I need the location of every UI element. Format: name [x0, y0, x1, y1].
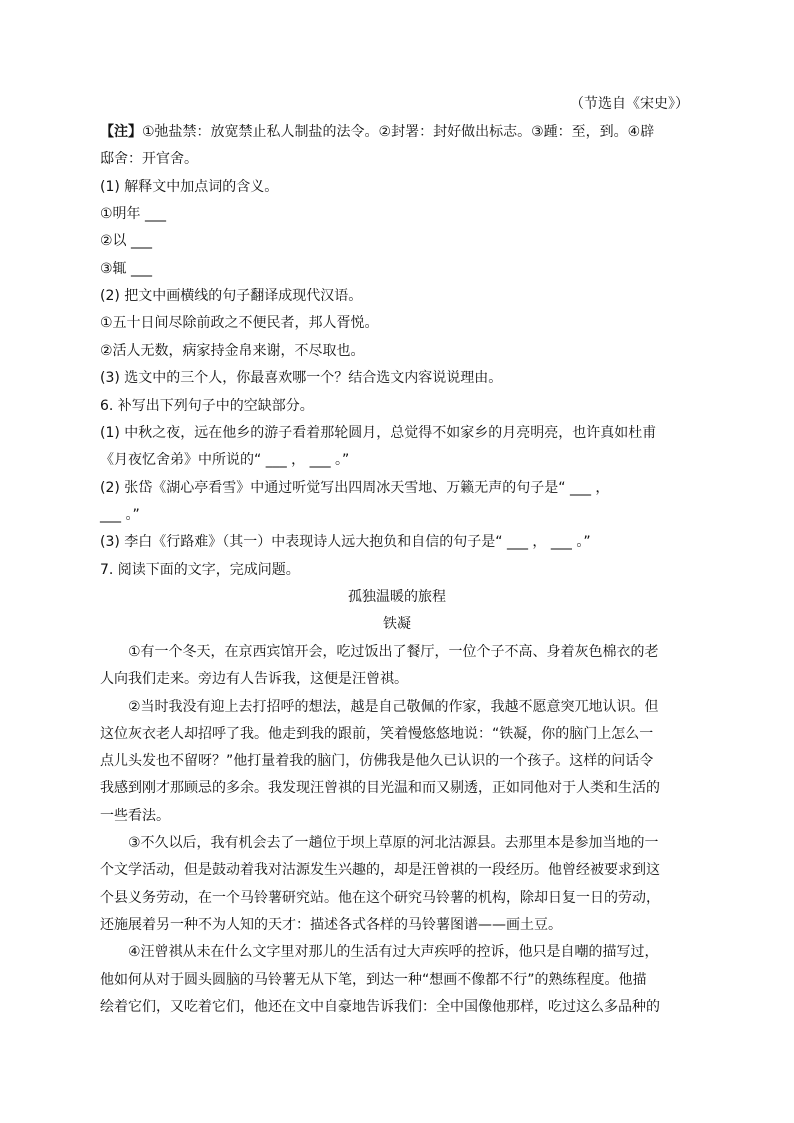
- question-1-prompt: (1) 解释文中加点词的含义。: [100, 179, 279, 195]
- paragraph-line: 人向我们走来。旁边有人告诉我，这便是汪曾祺。: [100, 671, 408, 687]
- question-6-line: ___ 。”: [100, 507, 140, 523]
- paragraph-line: ④汪曾祺从未在什么文字里对那儿的生活有过大声疾呼的控诉，他只是自嘲的描写过，: [128, 944, 659, 960]
- paragraph-line: 个文学活动，但是鼓动着我对沽源发生兴趣的，却是汪曾祺的一段经历。他曾经被要求到这: [100, 862, 660, 878]
- paragraph-line: 一些看法。: [100, 808, 170, 824]
- paragraph-line: ②当时我没有迎上去打招呼的想法，越是自己敬佩的作家，我越不愿意突兀地认识。但: [128, 699, 659, 715]
- paragraph-line: ③不久以后，我有机会去了一趟位于坝上草原的河北沽源县。去那里本是参加当地的一: [128, 835, 659, 851]
- question-2-item: ②活人无数，病家持金帛来谢，不尽取也。: [100, 343, 365, 359]
- note-text: ①弛盐禁：放宽禁止私人制盐的法令。②封署：封好做出标志。③踵：至，到。④辟: [142, 124, 655, 140]
- paragraph-line: 点儿头发也不留呀？”他打量着我的脑门，仿佛我是他久已认识的一个孩子。这样的问话令: [100, 753, 654, 769]
- paragraph-line: ①有一个冬天，在京西宾馆开会，吃过饭出了餐厅，一位个子不高、身着灰色棉衣的老: [128, 644, 659, 660]
- article-title: 孤独温暖的旅程: [348, 589, 446, 605]
- paragraph-line: 绘着它们，又吃着它们，他还在文中自豪地告诉我们：全中国像他那样，吃过这么多品种的: [100, 999, 660, 1015]
- paragraph-line: 他如何从对于圆头圆脑的马铃薯无从下笔，到达一种“想画不像都不行”的熟练程度。他描: [100, 972, 647, 988]
- question-6-line: (1) 中秋之夜，远在他乡的游子看着那轮圆月，总觉得不如家乡的月亮明亮，也许真如杜甫: [100, 425, 657, 441]
- question-3-prompt: (3) 选文中的三个人，你最喜欢哪一个？结合选文内容说说理由。: [100, 370, 503, 386]
- paragraph-line: 这位灰衣老人却招呼了我。他走到我的跟前，笑着慢悠悠地说：“铁凝，你的脑门上怎么一: [100, 726, 654, 742]
- question-6-title: 6. 补写出下列句子中的空缺部分。: [100, 398, 314, 414]
- question-7-title: 7. 阅读下面的文字，完成问题。: [100, 562, 300, 578]
- note-line: [100, 122, 654, 142]
- source-citation: （节选自《宋史》）: [570, 96, 689, 112]
- question-2-item: ①五十日间尽除前政之不便民者，邦人胥悦。: [100, 315, 379, 331]
- question-6-line: (2) 张岱《湖心亭看雪》中通过听觉写出四周冰天雪地、万籁无声的句子是“ ___ ，: [100, 480, 610, 496]
- paragraph-line: 个县义务劳动，在一个马铃薯研究站。他在这个研究马铃薯的机构，除却日复一日的劳动，: [100, 890, 660, 906]
- question-6-line: (3) 李白《行路难》（其一）中表现诗人远大抱负和自信的句子是“ ___ ， ___ 。”: [100, 534, 591, 550]
- question-1-item: ①明年 ___: [100, 206, 167, 222]
- note-line-2: 邸舍：开官舍。: [100, 151, 198, 167]
- question-1-item: ②以 ___: [100, 233, 153, 249]
- question-1-item: ③辄 ___: [100, 261, 153, 277]
- paragraph-line: 还施展着另一种不为人知的天才：描述各式各样的马铃薯图谱——画土豆。: [100, 917, 562, 933]
- question-2-prompt: (2) 把文中画横线的句子翻译成现代汉语。: [100, 288, 363, 304]
- paragraph-line: 我感到刚才那顾忌的多余。我发现汪曾祺的目光温和而又剔透，正如同他对于人类和生活的: [100, 780, 660, 796]
- article-author: 铁凝: [383, 616, 411, 632]
- question-6-line: 《月夜忆舍弟》中所说的“ ___ ， ___ 。”: [100, 452, 350, 468]
- note-label: 【注】: [100, 124, 142, 140]
